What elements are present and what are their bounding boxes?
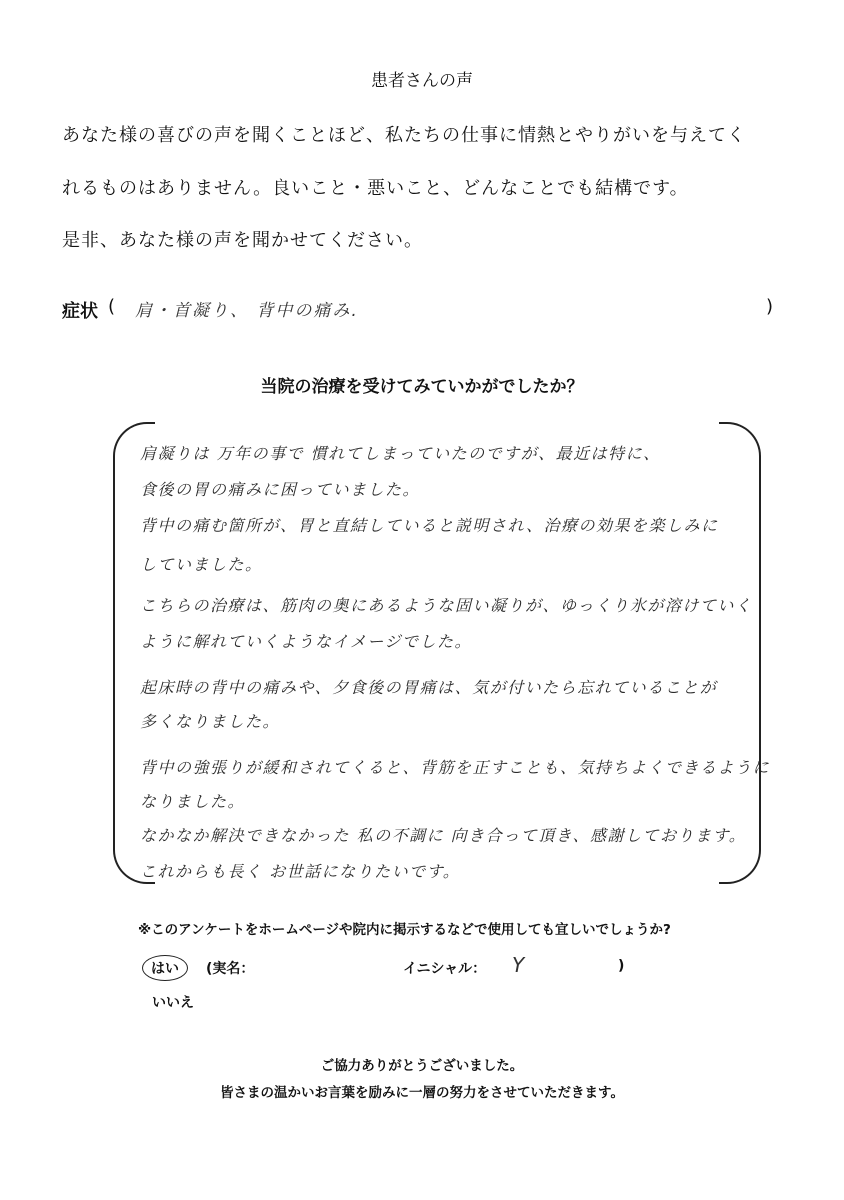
symptom-value: 肩・首凝り、 背中の痛み. — [135, 301, 359, 321]
answer-line: 背中の痛む箇所が、胃と直結していると説明され、治療の効果を楽しみに — [140, 516, 719, 535]
right-bracket — [719, 422, 761, 884]
answer-line: 多くなりました。 — [140, 712, 281, 731]
symptom-close-paren: ) — [766, 296, 774, 317]
answer-line: ように解れていくようなイメージでした。 — [140, 632, 473, 651]
symptom-label: 症状 — [62, 301, 98, 322]
thanks-line: 皆さまの温かいお言葉を励みに一層の努力をさせていただきます。 — [220, 1085, 624, 1101]
answer-line: こちらの治療は、筋肉の奥にあるような固い凝りが、ゆっくり氷が溶けていく — [140, 596, 753, 615]
page-title: 患者さんの声 — [371, 71, 473, 91]
answer-line: これからも長く お世話になりたいです。 — [140, 862, 461, 881]
real-name-label: (実名： — [206, 961, 255, 977]
answer-line: 背中の強張りが緩和されてくると、背筋を正すことも、気持ちよくできるように — [140, 758, 771, 777]
intro-line: あなた様の喜びの声を聞くことほど、私たちの仕事に情熱とやりがいを与えてく — [62, 125, 746, 146]
answer-line: していました。 — [140, 555, 263, 574]
answer-line: なりました。 — [140, 792, 246, 811]
answer-line: 肩凝りは 万年の事で 慣れてしまっていたのですが、最近は特に、 — [140, 444, 661, 463]
survey-question: ※このアンケートをホームページや院内に掲示するなどで使用しても宜しいでしょうか? — [138, 922, 671, 938]
answer-line: 起床時の背中の痛みや、夕食後の胃痛は、気が付いたら忘れていることが — [140, 678, 718, 697]
intro-line: れるものはありません。良いこと・悪いこと、どんなことでも結構です。 — [62, 178, 689, 199]
initial-value: Y — [512, 953, 525, 977]
intro-line: 是非、あなた様の声を聞かせてください。 — [62, 230, 423, 251]
no-option[interactable]: いいえ — [152, 995, 194, 1011]
question-heading: 当院の治療を受けてみていかがでしたか？ — [260, 377, 584, 397]
symptom-open-paren: ( — [108, 296, 116, 317]
close-paren: ) — [618, 958, 625, 974]
thanks-line: ご協力ありがとうございました。 — [320, 1058, 524, 1074]
initial-label: イニシャル： — [403, 961, 487, 977]
yes-option-circled[interactable]: はい — [142, 955, 188, 981]
answer-line: 食後の胃の痛みに困っていました。 — [140, 480, 421, 499]
answer-line: なかなか解決できなかった 私の不調に 向き合って頂き、感謝しております。 — [140, 826, 747, 845]
